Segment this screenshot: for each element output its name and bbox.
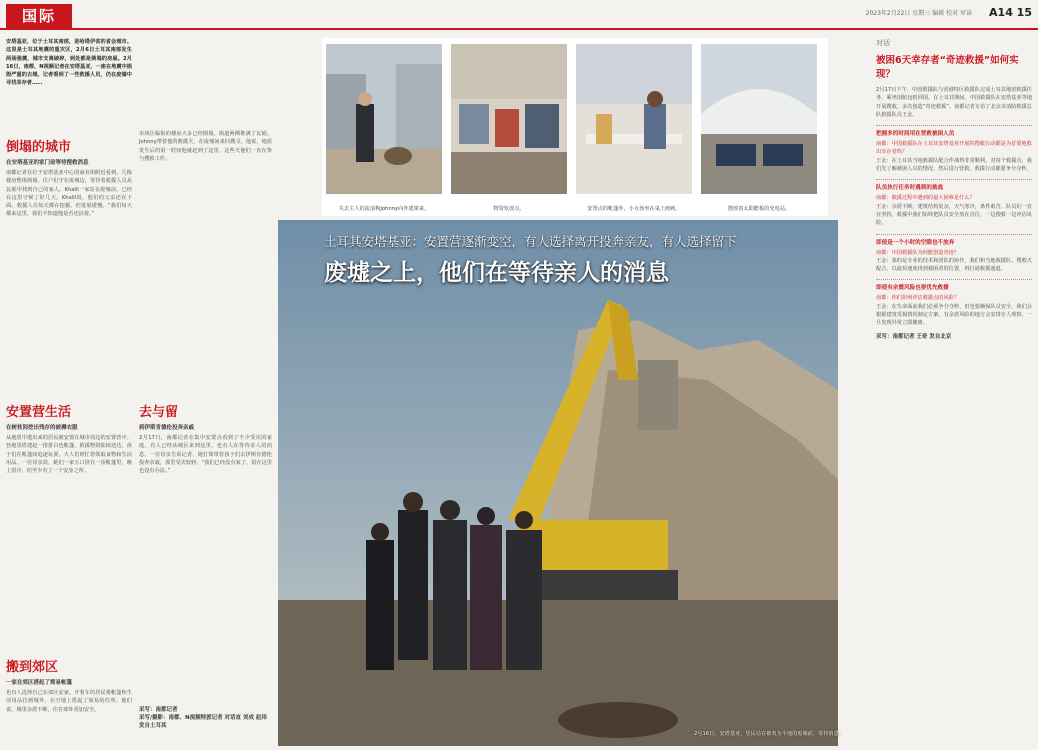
interview-kicker: 对话	[876, 39, 890, 47]
photo-girl-image	[576, 44, 692, 194]
section-badge: 国际	[6, 4, 72, 28]
section-body: 南都记者在位于安塔基亚中心的商业街附近看到，几栋楼房整体倒塌，住户们守在废墟边，等待着救援人员从瓦砾中找到自己的家人。Khalil一家站在废墟前，已经在这里守候了好几天。Khalil说，他们的父亲还在下面，救援人员每天都在挖掘，但进展缓慢。“我们每天都来这里，我们不知道他是否还活着。”	[6, 170, 132, 218]
section-subtitle: 到伊斯肯德伦投奔亲戚	[139, 425, 195, 431]
photo-supplies-image	[451, 44, 567, 194]
photo-supplies	[451, 44, 567, 212]
headline: 废墟之上，他们在等待亲人的消息	[324, 260, 669, 286]
middle-intro: 市场区临街的楼房大多已经倒塌，街道两侧堆满了瓦砾。Johnny带着他的救援犬，在废墟间来回搜寻。他说，地震发生后的第一时间他就赶到了这里，这些天他们一直在参与搜救工作。	[139, 131, 272, 162]
interview-title: 被困6天幸存者“奇迹救援”如何实现？	[876, 55, 1019, 80]
page-number: A14 15	[989, 6, 1032, 19]
section-title: 倒塌的城市	[6, 140, 72, 155]
interview-question: 南都：中国救援队在土耳其安塔基亚开展的搜救行动都是为首要地救出幸存者吗？	[876, 141, 1032, 156]
dateline: 2023年2月22日 星期三 编辑 校对 审读	[865, 10, 972, 17]
photo-strip	[322, 38, 828, 216]
page-header	[0, 0, 1038, 30]
left-section-1	[6, 140, 132, 219]
interview-answer: 王金：在生命面前我们必须争分夺秒，但也要确保队员安全。我们会根据建筑受损情况制定方案，有余震风险的地方会安排专人观察，一旦发现异常立即撤离。	[876, 303, 1032, 327]
interview-subtitle: 即使有余震风险也要优先救援	[876, 279, 1032, 291]
interview-question: 南都：你们如何评估救援点的风险？	[876, 295, 960, 302]
section-body: 也有人选择自己在郊区安家。开着车的居民将帐篷和生活用品拉到城外，在空地上搭起了简易的住所。他们说，城里余震不断，住在郊外更加安全。	[6, 690, 132, 713]
section-title: 安置营生活	[6, 405, 72, 420]
interview-answer: 王金：靠的是专业的技术和团队的协作，我们和当地救援队、搜救犬配合，以最快速度找到被困者的位置，再打通救援通道。	[876, 257, 1032, 273]
headline-kicker: 土耳其安塔基亚：安置营逐渐变空，有人选择离开投奔亲友，有人选择留下	[324, 234, 737, 249]
interview-answer: 王金：余震不断，建筑结构复杂，天气寒冷，条件艰苦。队员们一直在坚持，救援中我们始终把队员安全放在首位，一边搜救一边评估风险。	[876, 203, 1032, 227]
photo-dog-image	[326, 44, 442, 194]
interview-subtitle: 即使是一个小时的空隙也不放弃	[876, 234, 1032, 246]
main-photo	[278, 220, 838, 746]
photo-dog	[326, 44, 442, 212]
photo-caption: 失去主人的流浪狗Johnny向外逃窜来。	[338, 206, 430, 212]
photo-solar	[701, 44, 817, 212]
section-title: 去与留	[139, 405, 179, 420]
left-section-2	[6, 405, 132, 475]
section-subtitle: 在树枝间挖出残存的被褥衣服	[6, 425, 78, 431]
byline: 采写：南都记者 采写/摄影：南都、N视频特派记者 对话直 刘成 赵玮 发自土耳其	[139, 707, 267, 729]
lead-paragraph: 安塔基亚，位于土耳其南部，是哈塔伊省的省会城市。这里是土耳其地震的重灾区，2月6日土耳其南部发生两场强震，城市支离破碎，到处都是倒塌的房屋。2月16日，南都、N视频记者在安塔基亚，一座在地震中损毁严重的古城，记者看到了一些救援人员，仍在废墟中寻找幸存者……	[6, 39, 132, 87]
photo-solar-image	[701, 44, 817, 194]
photo-caption: 安置点的帐篷外，小女孩坐在桌上画画。	[587, 206, 681, 212]
photo-girl	[576, 44, 692, 212]
interview-credit: 采写：南都记者 王奇 发自北京	[876, 333, 952, 340]
interview-subtitle: 队员执行任务时遇到的挑战	[876, 179, 1032, 191]
interview-question: 南都：救援过程中遇到的最大困难是什么？	[876, 195, 975, 202]
section-title: 搬到郊区	[6, 660, 59, 675]
interview-question: 南都：中国救援队为何能创造奇迹？	[876, 249, 960, 256]
middle-column	[139, 130, 272, 163]
main-photo-caption: 2月16日，安塔基亚，居民站在被夷为平地的废墟前，等待消息。	[694, 731, 844, 737]
main-photo-image	[278, 220, 838, 746]
right-column	[876, 38, 1032, 340]
left-section-3	[6, 660, 132, 714]
photo-caption: 摆放着太阳能板的充电站。	[727, 206, 791, 212]
interview-intro: 2月17日下午，中国救援队与香港特区救援队完成土耳其地震救援任务，乘坐国航包机回国。在土耳其期间，中国救援队在安塔基亚等地开展搜救，多次创造“奇迹救援”。南都记者专访了北京市消防救援总队救援队员王金。	[876, 87, 1032, 118]
interview-answer: 王金：在土耳其当地救援队配合作战得非常顺利，对每个救援点，我们先了解被困人员的情况，然后进行营救，救援行动都要争分夺秒。	[876, 157, 1032, 173]
photo-caption: 物资发放点。	[493, 206, 525, 212]
section-body: 2月17日，南都记者在集中安置点看到了不少受灾的家庭。有人已经从城区来到这里，也有人在等待亲人的消息。一位母亲告诉记者，她打算带着孩子们去伊斯肯德伦投奔亲戚，那里受灾较轻。“我们已经没有家了，留在这里也没有办法。”	[139, 435, 272, 475]
interview-subtitle: 把握多的时间用在营救被困人员	[876, 125, 1032, 137]
section-body: 从地震中逃出来的居民被安置在城市周边的安置营中。营地里搭建起一排排白色帐篷，救援物资陆续送达。孩子们在帐篷间追逐玩耍，大人们则忙着领取食物和生活用品。一位母亲说，她们一家五口挤在一顶帐篷里，晚上很冷，但至少有了一个安身之所。	[6, 435, 132, 475]
section-subtitle: 一家在郊区搭起了简易帐篷	[6, 680, 73, 686]
middle-section	[139, 405, 272, 475]
section-subtitle: 在安塔基亚的家门前等待搜救消息	[6, 160, 89, 166]
